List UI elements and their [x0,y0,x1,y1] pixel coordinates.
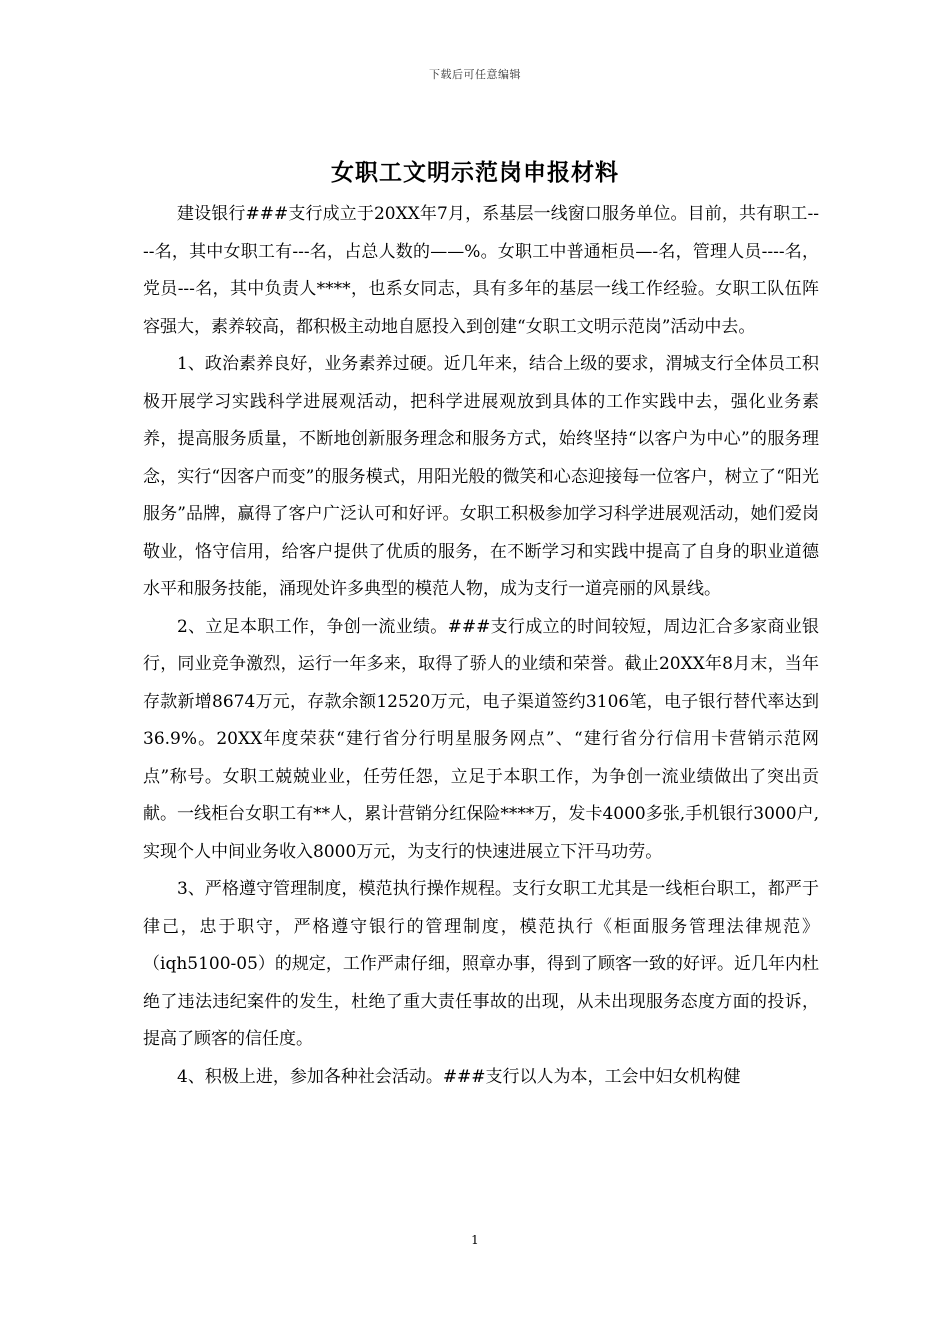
page-number: 1 [471,1233,479,1247]
document-body [143,196,819,1096]
paragraph-2: 2、立足本职工作，争创一流业绩。###支行成立的时间较短，周边汇合多家商业银行，同业竞争激烈，运行一年多来，取得了骄人的业绩和荣誉。截止20XX年8月末，当年存款新增8674万元，存款余额12520万元，电子渠道签约3106笔，电子银行替代率达到36.9%。20XX年度荣获“建行省分行明星服务网点”、“建行省分行信用卡营销示范网点”称号。女职工兢兢业业，任劳任怨，立足于本职工作，为争创一流业绩做出了突出贡献。一线柜台女职工有**人，累计营销分红保险****万，发卡4000多张,手机银行3000户,实现个人中间业务收入8000万元，为支行的快速进展立下汗马功劳。 [143,616,819,862]
paragraph-4: 4、积极上进，参加各种社会活动。###支行以人为本，工会中妇女机构健 [177,1066,741,1087]
page-header: 下载后可任意编辑 [429,68,521,81]
paragraph-1: 1、政治素养良好，业务素养过硬。近几年来，结合上级的要求，渭城支行全体员工积极开展学习实践科学进展观活动，把科学进展观放到具体的工作实践中去，强化业务素养，提高服务质量，不断地创新服务理念和服务方式，始终坚持“以客户为中心”的服务理念，实行“因客户而变”的服务模式，用阳光般的微笑和心态迎接每一位客户，树立了“阳光服务”品牌，赢得了客户广泛认可和好评。女职工积极参加学习科学进展观活动，她们爱岗敬业，恪守信用，给客户提供了优质的服务，在不断学习和实践中提高了自身的职业道德水平和服务技能，涌现处许多典型的模范人物，成为支行一道亮丽的风景线。 [143,354,819,599]
paragraph-3: 3、严格遵守管理制度，模范执行操作规程。支行女职工尤其是一线柜台职工，都严于律己，忠于职守，严格遵守银行的管理制度，模范执行《柜面服务管理法律规范》（iqh5100-05）的规定，工作严肃仔细，照章办事，得到了顾客一致的好评。近几年内杜绝了违法违纪案件的发生，杜绝了重大责任事故的出现，从未出现服务态度方面的投诉，提高了顾客的信任度。 [143,879,819,1049]
document-title: 女职工文明示范岗申报材料 [331,160,619,186]
paragraph-intro: 建设银行###支行成立于20XX年7月，系基层一线窗口服务单位。目前，共有职工----名，其中女职工有---名，占总人数的——%。女职工中普通柜员—-名，管理人员----名，党员---名，其中负责人****，也系女同志，具有多年的基层一线工作经验。女职工队伍阵容强大，素养较高，都积极主动地自愿投入到创建“女职工文明示范岗”活动中去。 [143,204,819,337]
